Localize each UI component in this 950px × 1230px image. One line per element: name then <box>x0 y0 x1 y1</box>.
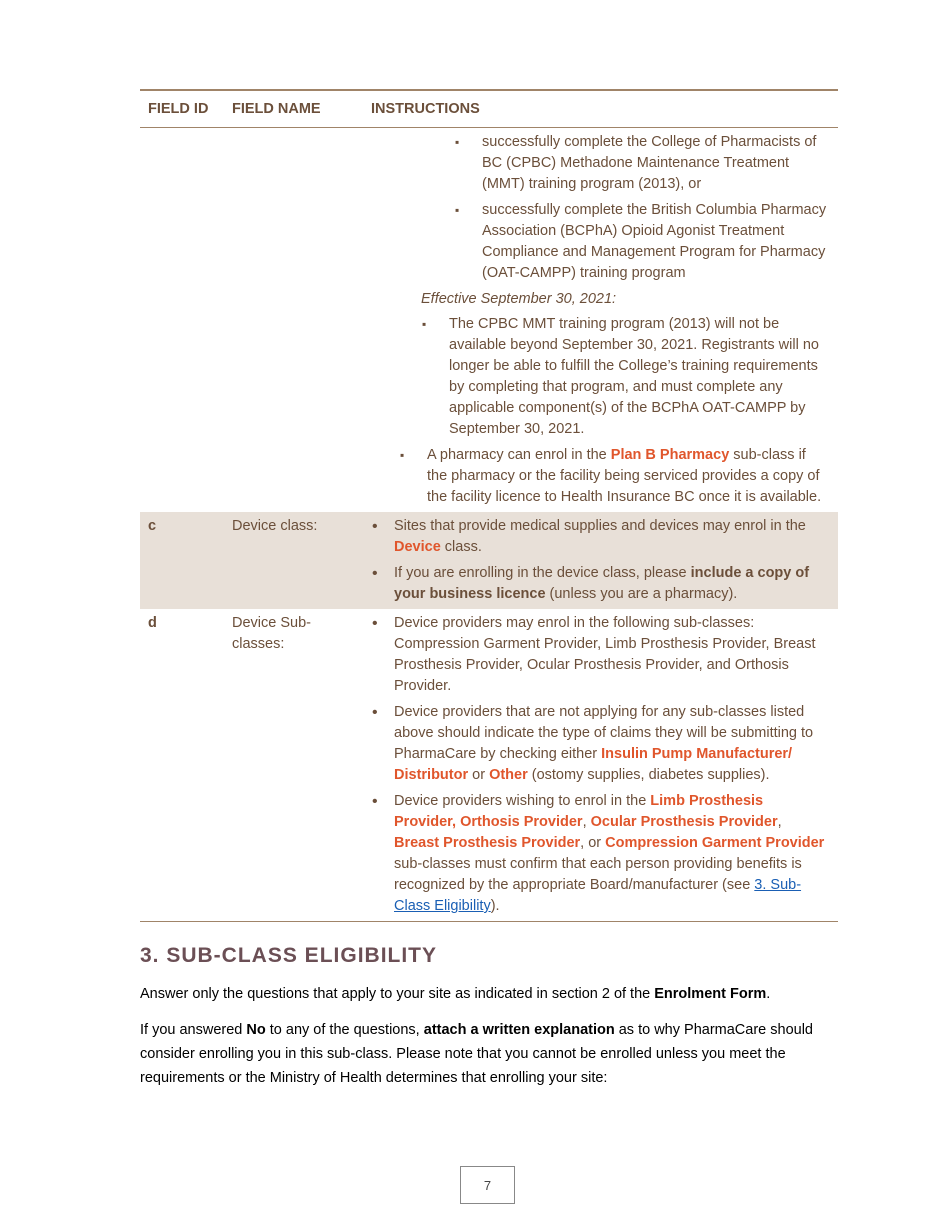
field-instructions-table <box>140 89 838 922</box>
list-item: ▪ successfully complete the College of Pharmacists of BC (CPBC) Methadone Maintenance Treatment (MMT) training program (2013), or <box>482 132 828 195</box>
header-field-name: FIELD NAME <box>232 101 321 117</box>
list-item: ▪ successfully complete the British Columbia Pharmacy Association (BCPhA) Opioid Agonist Treatment Compliance and Management Program for Pharmacy (OAT-CAMPP) training program <box>482 200 828 284</box>
field-name: Device Sub-classes: <box>232 615 311 652</box>
instructions-cell <box>363 512 838 609</box>
plan-b-pharmacy-term: Plan B Pharmacy <box>610 447 730 463</box>
instructions-cell <box>363 128 838 512</box>
table-header <box>140 91 838 128</box>
field-id: d <box>148 615 157 631</box>
sub-class-eligibility-link[interactable]: 3. Sub-Class Eligibility <box>394 877 802 914</box>
header-field-id: FIELD ID <box>148 101 209 117</box>
table-row <box>140 128 838 512</box>
table-row <box>140 512 838 609</box>
device-term: Device <box>394 539 441 555</box>
field-name: Device class: <box>232 518 318 534</box>
list-item: ▪ A pharmacy can enrol in the Plan B Pharmacy sub-class if the pharmacy or the facility being serviced provides a copy of the facility licence to Health Insurance BC once it is available. <box>427 445 828 508</box>
document-page <box>140 89 838 1090</box>
header-instructions: INSTRUCTIONS <box>371 101 480 117</box>
paragraph: If you answered No to any of the questions, attach a written explanation as to why PharmaCare should consider enrolling you in this sub-class. Please note that you cannot be enrolled unless you meet the requirements or the Ministry of Health determines that enrolling your site: <box>140 1022 813 1086</box>
list-item: • Sites that provide medical supplies and devices may enrol in the Device class. <box>394 516 828 558</box>
table-row <box>140 609 838 921</box>
instructions-cell <box>363 609 838 921</box>
effective-date-label: Effective September 30, 2021: <box>421 291 617 307</box>
list-item: • Device providers wishing to enrol in the Limb Prosthesis Provider, Orthosis Provider, Ocular Prosthesis Provider, Breast Prosthesis Provider, or Compression Garment Provider sub-classes must confirm that each person providing benefits is recognized by the appropriate Board/manufacturer (see 3. Sub-Class Eligibility). <box>394 791 828 917</box>
section-heading: 3. SUB-CLASS ELIGIBILITY <box>140 944 438 967</box>
list-item: • Device providers that are not applying for any sub-classes listed above should indicate the type of claims they will be submitting to PharmaCare by checking either Insulin Pump Manufacturer/ Distributor or Other (ostomy supplies, diabetes supplies). <box>394 702 828 786</box>
field-id: c <box>148 518 157 534</box>
paragraph: Answer only the questions that apply to your site as indicated in section 2 of the Enrolment Form. <box>140 986 771 1002</box>
list-item: • If you are enrolling in the device class, please include a copy of your business licence (unless you are a pharmacy). <box>394 563 828 605</box>
list-item: • Device providers may enrol in the following sub-classes: Compression Garment Provider, Limb Prosthesis Provider, Breast Prosthesis Provider, Ocular Prosthesis Provider, and Orthosis Provider. <box>394 613 828 697</box>
list-item: ▪ The CPBC MMT training program (2013) will not be available beyond September 30, 2021. Registrants will no longer be able to fulfill the College’s training requirements by completing that program, and must complete any applicable component(s) of the BCPhA OAT-CAMPP by September 30, 2021. <box>449 314 828 440</box>
page-number: 7 <box>460 1166 515 1204</box>
